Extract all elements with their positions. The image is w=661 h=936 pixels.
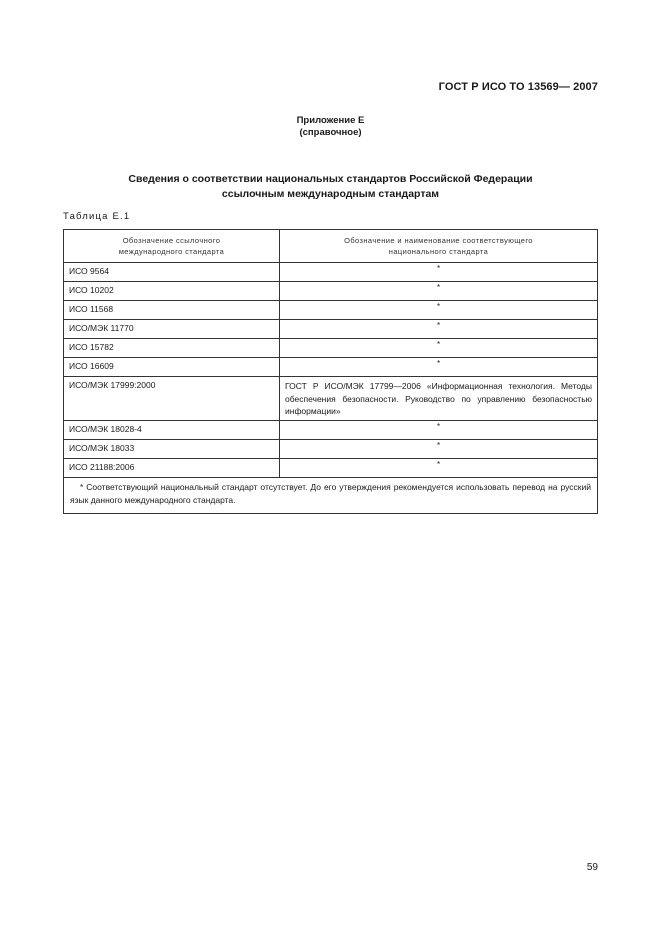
- table-caption: Таблица Е.1: [63, 211, 131, 222]
- section-title-line2: ссылочным международным стандартам: [221, 188, 440, 200]
- annex-heading: [0, 115, 661, 139]
- national-standard: *: [280, 439, 598, 458]
- header-international-standard: [64, 230, 280, 263]
- ref-standard: ИСО 9564: [64, 263, 280, 282]
- ref-standard: ИСО 15782: [64, 339, 280, 358]
- national-standard: *: [280, 320, 598, 339]
- section-title-line1: Сведения о соответствии национальных стандартов Российской Федерации: [128, 173, 533, 185]
- national-standard: *: [280, 420, 598, 439]
- ref-standard: ИСО 10202: [64, 282, 280, 301]
- header-national-standard: [280, 230, 598, 263]
- section-title: [0, 172, 661, 202]
- table-row: [64, 358, 598, 377]
- ref-standard: ИСО/МЭК 18033: [64, 439, 280, 458]
- national-standard: ГОСТ Р ИСО/МЭК 17799—2006 «Информационная технология. Методы обеспечения безопасности. Руководство по управлению безопасностью информации»: [280, 377, 598, 421]
- table-footnote-row: [64, 477, 598, 513]
- annex-subtitle: (справочное): [299, 127, 362, 138]
- header-col2-line2: национального стандарта: [388, 247, 489, 256]
- table-row: [64, 301, 598, 320]
- table-row: [64, 263, 598, 282]
- header-col1-line2: международного стандарта: [118, 247, 225, 256]
- table-row: [64, 420, 598, 439]
- ref-standard: ИСО 16609: [64, 358, 280, 377]
- table-row: [64, 458, 598, 477]
- header-col2-line1: Обозначение и наименование соответствующего: [344, 236, 533, 245]
- national-standard: *: [280, 282, 598, 301]
- ref-standard: ИСО 21188:2006: [64, 458, 280, 477]
- correspondence-table: [63, 229, 598, 514]
- table-header-row: [64, 230, 598, 263]
- annex-title: Приложение Е: [296, 115, 365, 126]
- header-col1-line1: Обозначение ссылочного: [122, 236, 221, 245]
- table-row: [64, 377, 598, 421]
- table-row: [64, 339, 598, 358]
- national-standard: *: [280, 358, 598, 377]
- table-row: [64, 282, 598, 301]
- page-number: 59: [586, 862, 598, 873]
- ref-standard: ИСО 11568: [64, 301, 280, 320]
- footnote-text: * Соответствующий национальный стандарт отсутствует. До его утверждения рекомендуется использовать перевод на русский язык данного международного стандарта.: [70, 481, 591, 505]
- ref-standard: ИСО/МЭК 11770: [64, 320, 280, 339]
- table-row: [64, 439, 598, 458]
- table-row: [64, 320, 598, 339]
- national-standard: *: [280, 263, 598, 282]
- standard-code: ГОСТ Р ИСО ТО 13569— 2007: [438, 81, 598, 93]
- ref-standard: ИСО/МЭК 18028-4: [64, 420, 280, 439]
- table-footnote: [64, 477, 598, 513]
- ref-standard: ИСО/МЭК 17999:2000: [64, 377, 280, 421]
- national-standard: *: [280, 339, 598, 358]
- national-standard: *: [280, 458, 598, 477]
- national-standard: *: [280, 301, 598, 320]
